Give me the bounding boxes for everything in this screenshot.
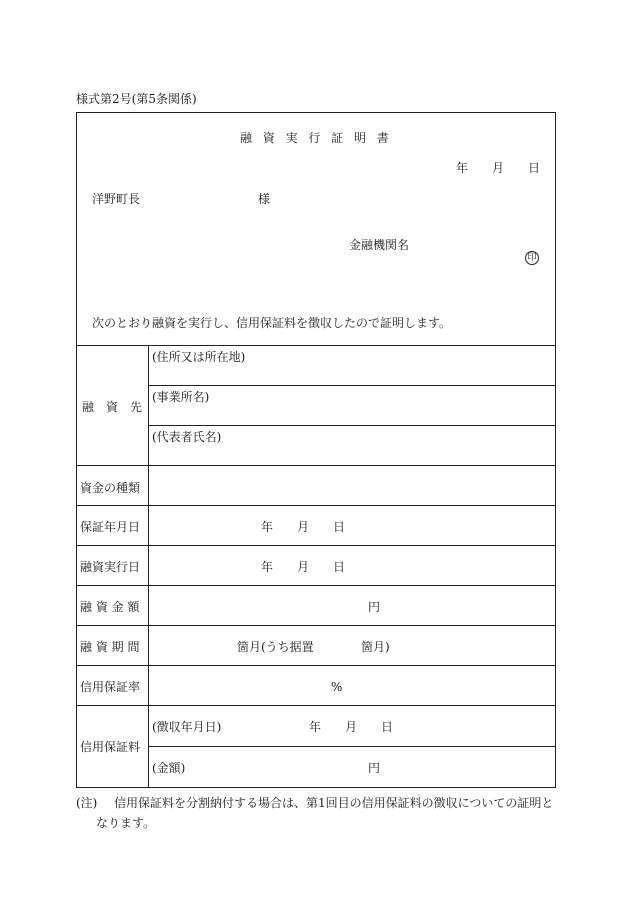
guarantee-fee-label: 信用保証料 <box>80 740 141 754</box>
footnote-text: 信用保証料を分割納付する場合は、第1回目の信用保証料の徴収についての証明と <box>114 796 554 810</box>
row-line <box>148 425 556 426</box>
guarantee-rate-label: 信用保証率 <box>80 680 141 694</box>
fee-amount-unit: 円 <box>368 761 381 775</box>
execution-date-day: 日 <box>333 560 346 574</box>
collection-date-label: (徴収年月日) <box>152 720 222 734</box>
row-line <box>148 746 556 747</box>
document-title: 融資実行証明書 <box>240 131 400 145</box>
address-label: (住所又は所在地) <box>152 350 246 364</box>
loan-period-label: 融 資 期 間 <box>80 640 140 654</box>
loan-period-months: 箇月 <box>237 640 262 654</box>
representative-label: (代表者氏名) <box>152 430 222 444</box>
date-year: 年 <box>456 161 469 175</box>
column-divider <box>148 345 149 787</box>
form-number: 様式第2号(第5条関係) <box>76 92 197 106</box>
honorific: 様 <box>258 192 271 206</box>
execution-date-label: 融資実行日 <box>80 560 141 574</box>
collection-date-year: 年 <box>309 720 322 734</box>
loan-amount-label: 融 資 金 額 <box>80 600 140 614</box>
addressee: 洋野町長 <box>92 192 141 206</box>
collection-date-month: 月 <box>345 720 358 734</box>
fee-amount-label: (金額) <box>152 761 186 775</box>
guarantee-date-month: 月 <box>297 520 310 534</box>
footnote-label: (注) <box>76 796 98 810</box>
seal-icon: 印 <box>525 251 539 265</box>
certification-statement: 次のとおり融資を実行し、信用保証料を徴収したので証明します。 <box>92 316 452 330</box>
business-name-label: (事業所名) <box>152 390 210 404</box>
grace-period-open: (うち据置 <box>261 640 314 654</box>
institution-label: 金融機関名 <box>349 238 410 252</box>
guarantee-date-day: 日 <box>333 520 346 534</box>
fund-type-label: 資金の種類 <box>80 481 141 495</box>
guarantee-date-label: 保証年月日 <box>80 520 141 534</box>
row-line <box>148 385 556 386</box>
loan-amount-unit: 円 <box>368 600 381 614</box>
collection-date-day: 日 <box>381 720 394 734</box>
execution-date-year: 年 <box>261 560 274 574</box>
footnote-text-continued: なります。 <box>96 816 156 830</box>
lender-label: 融 資 先 <box>82 400 143 414</box>
guarantee-date-year: 年 <box>261 520 274 534</box>
guarantee-rate-unit: % <box>331 680 343 694</box>
date-month: 月 <box>492 161 505 175</box>
execution-date-month: 月 <box>297 560 310 574</box>
grace-period-close: 箇月) <box>361 640 390 654</box>
date-day: 日 <box>528 161 541 175</box>
